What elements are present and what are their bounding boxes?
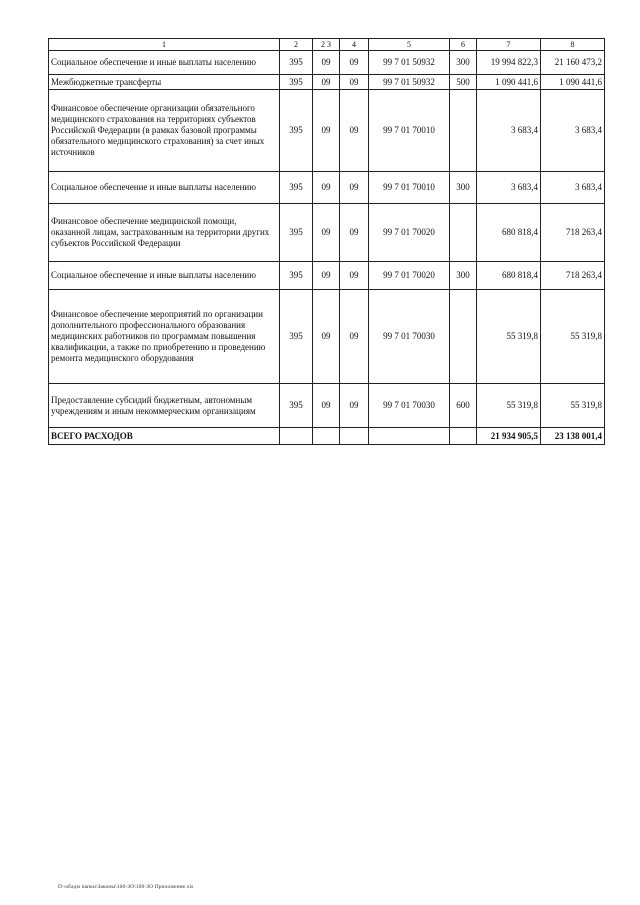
row-ministry-code: 395: [280, 75, 313, 90]
row-ministry-code: 395: [280, 262, 313, 290]
expenditure-table: [48, 38, 605, 445]
file-path-footer: D:\обадм папки\Законы\100-ЗО\100-ЗО Приложение.xls: [58, 884, 194, 890]
row-amount-year2: 3 683,4: [541, 172, 605, 204]
row-expense-type: 300: [450, 172, 477, 204]
table-row: [49, 290, 605, 384]
empty-cell: [313, 428, 340, 445]
row-section-code: 09: [313, 172, 340, 204]
header-cell: 2: [280, 39, 313, 51]
row-target-article: 99 7 01 70010: [369, 90, 450, 172]
row-amount-year1: 55 319,8: [477, 384, 541, 428]
row-expense-type: 500: [450, 75, 477, 90]
row-subsection-code: 09: [340, 172, 369, 204]
header-cell: 1: [49, 39, 280, 51]
row-subsection-code: 09: [340, 51, 369, 75]
row-subsection-code: 09: [340, 262, 369, 290]
row-target-article: 99 7 01 70020: [369, 204, 450, 262]
table-row: [49, 51, 605, 75]
row-target-article: 99 7 01 70030: [369, 290, 450, 384]
row-ministry-code: 395: [280, 90, 313, 172]
empty-cell: [340, 428, 369, 445]
row-target-article: 99 7 01 70020: [369, 262, 450, 290]
empty-cell: [450, 428, 477, 445]
row-section-code: 09: [313, 290, 340, 384]
header-cell: 7: [477, 39, 541, 51]
row-target-article: 99 7 01 70010: [369, 172, 450, 204]
row-amount-year2: 21 160 473,2: [541, 51, 605, 75]
row-section-code: 09: [313, 75, 340, 90]
row-subsection-code: 09: [340, 204, 369, 262]
row-expense-type: 300: [450, 262, 477, 290]
row-ministry-code: 395: [280, 172, 313, 204]
total-row: [49, 428, 605, 445]
table-row: [49, 204, 605, 262]
row-expense-type: 300: [450, 51, 477, 75]
row-expense-type: [450, 204, 477, 262]
table-row: [49, 262, 605, 290]
header-cell: 5: [369, 39, 450, 51]
row-subsection-code: 09: [340, 75, 369, 90]
row-name: Финансовое обеспечение организации обязательного медицинского страхования на территориях субъектов Российской Федерации (в рамках базовой программы обязательного медицинского страхования) за счет иных источников: [49, 90, 280, 172]
table-row: [49, 90, 605, 172]
row-expense-type: [450, 90, 477, 172]
empty-cell: [280, 428, 313, 445]
row-section-code: 09: [313, 384, 340, 428]
table-row: [49, 75, 605, 90]
row-section-code: 09: [313, 204, 340, 262]
row-ministry-code: 395: [280, 204, 313, 262]
row-subsection-code: 09: [340, 384, 369, 428]
row-amount-year1: 1 090 441,6: [477, 75, 541, 90]
row-amount-year1: 55 319,8: [477, 290, 541, 384]
row-section-code: 09: [313, 90, 340, 172]
row-ministry-code: 395: [280, 384, 313, 428]
row-name: Финансовое обеспечение медицинской помощи, оказанной лицам, застрахованным на территории других субъектов Российской Федерации: [49, 204, 280, 262]
row-amount-year2: 55 319,8: [541, 384, 605, 428]
header-cell: 6: [450, 39, 477, 51]
row-name: Предоставление субсидий бюджетным, автономным учреждениям и иным некоммерческим организациям: [49, 384, 280, 428]
row-target-article: 99 7 01 50932: [369, 75, 450, 90]
row-section-code: 09: [313, 262, 340, 290]
table-row: [49, 172, 605, 204]
row-amount-year2: 718 263,4: [541, 262, 605, 290]
row-name: Социальное обеспечение и иные выплаты населению: [49, 51, 280, 75]
row-subsection-code: 09: [340, 290, 369, 384]
row-amount-year2: 3 683,4: [541, 90, 605, 172]
row-amount-year1: 19 994 822,3: [477, 51, 541, 75]
total-label: ВСЕГО РАСХОДОВ: [49, 428, 280, 445]
row-name: Социальное обеспечение и иные выплаты населению: [49, 172, 280, 204]
header-cell: 8: [541, 39, 605, 51]
row-amount-year2: 1 090 441,6: [541, 75, 605, 90]
row-ministry-code: 395: [280, 290, 313, 384]
row-target-article: 99 7 01 50932: [369, 51, 450, 75]
row-amount-year1: 3 683,4: [477, 172, 541, 204]
header-row: [49, 39, 605, 51]
row-target-article: 99 7 01 70030: [369, 384, 450, 428]
row-name: Межбюджетные трансферты: [49, 75, 280, 90]
row-amount-year2: 718 263,4: [541, 204, 605, 262]
row-expense-type: [450, 290, 477, 384]
total-amount-year1: 21 934 905,5: [477, 428, 541, 445]
row-section-code: 09: [313, 51, 340, 75]
row-name: Финансовое обеспечение мероприятий по организации дополнительного профессионального образования медицинских работников по программам повышения квалификации, а также по приобретению и проведению ремонта медицинского оборудования: [49, 290, 280, 384]
row-ministry-code: 395: [280, 51, 313, 75]
header-cell: 2 3: [313, 39, 340, 51]
row-expense-type: 600: [450, 384, 477, 428]
row-amount-year1: 3 683,4: [477, 90, 541, 172]
empty-cell: [369, 428, 450, 445]
table-row: [49, 384, 605, 428]
total-amount-year2: 23 138 001,4: [541, 428, 605, 445]
row-amount-year1: 680 818,4: [477, 204, 541, 262]
row-subsection-code: 09: [340, 90, 369, 172]
row-amount-year2: 55 319,8: [541, 290, 605, 384]
row-amount-year1: 680 818,4: [477, 262, 541, 290]
header-cell: 4: [340, 39, 369, 51]
row-name: Социальное обеспечение и иные выплаты населению: [49, 262, 280, 290]
